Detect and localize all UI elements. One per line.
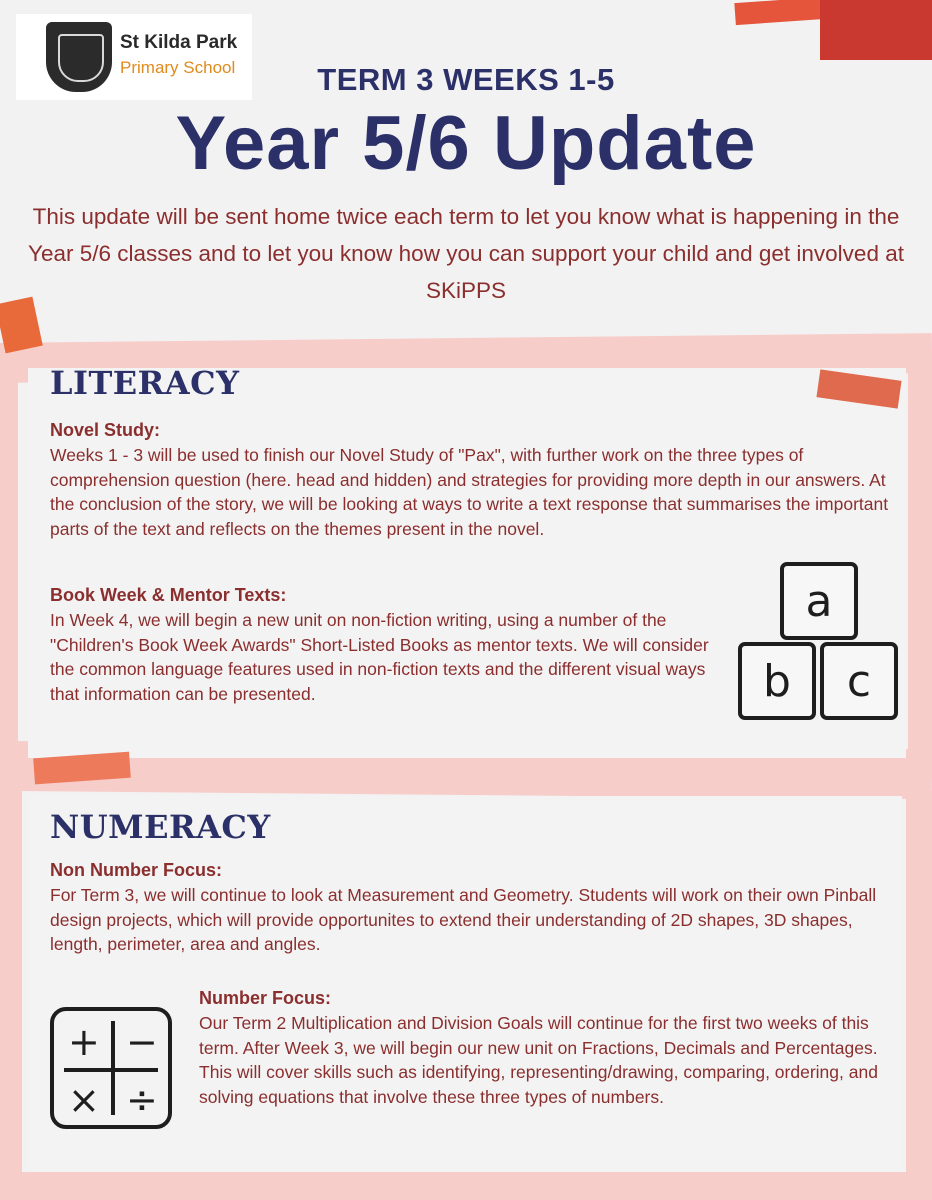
brush-band-left <box>0 360 18 780</box>
non-number-heading: Non Number Focus: <box>50 860 223 880</box>
school-subtitle: Primary School <box>120 58 236 77</box>
brush-band-bottom <box>0 1172 932 1200</box>
literacy-title: LITERACY <box>50 364 240 402</box>
brush-band-left-lower <box>0 790 22 1200</box>
multiply-icon: × <box>68 1078 100 1122</box>
letter-block-a: a <box>780 562 858 640</box>
minus-icon: − <box>126 1020 158 1064</box>
paint-accent <box>820 0 932 60</box>
term-kicker: TERM 3 WEEKS 1-5 <box>317 62 615 97</box>
non-number-text: For Term 3, we will continue to look at Measurement and Geometry. Students will work on their own Pinball design projects, which will provide opportunites to extend their understanding of 2D shapes, 3D shapes, length, perimeter, area and angles. <box>50 885 877 954</box>
divide-icon: ÷ <box>126 1078 158 1122</box>
book-week-heading: Book Week & Mentor Texts: <box>50 585 287 605</box>
brush-band-right <box>908 360 932 780</box>
letter-block-c: c <box>820 642 898 720</box>
page-title: Year 5/6 Update <box>175 101 757 186</box>
brush-band-right-lower <box>906 790 932 1200</box>
number-focus-text: Our Term 2 Multiplication and Division Goals will continue for the first two weeks of this term. After Week 3, we will begin our new unit on Fractions, Decimals and Percentages. This will cover skills such as identifying, representing/drawing, comparing, ordering, and solving equations that involve these three types of numbers. <box>199 1013 878 1107</box>
calculator-icon <box>50 1007 172 1129</box>
book-week-text: In Week 4, we will begin a new unit on non-fiction writing, using a number of the "Children's Book Week Awards" Short-Listed Books as mentor texts. We will consider the common language features used in non-fiction texts and the different visual ways that information can be presented. <box>50 610 709 704</box>
number-focus-heading: Number Focus: <box>199 988 332 1008</box>
numeracy-title: NUMERACY <box>50 808 271 846</box>
letter-block-b: b <box>738 642 816 720</box>
plus-icon: + <box>68 1020 100 1064</box>
paint-accent <box>734 0 825 25</box>
school-name: St Kilda Park <box>120 32 238 53</box>
novel-study-text: Weeks 1 - 3 will be used to finish our Novel Study of "Pax", with further work on the three types of comprehension question (here. head and hidden) and strategies for providing more depth in our answers. At the conclusion of the story, we will be looking at ways to write a text response that summarises the important parts of the text and reflects on the themes present in the novel. <box>50 445 889 539</box>
novel-study-heading: Novel Study: <box>50 420 161 440</box>
intro-text: This update will be sent home twice each term to let you know what is happening in the Year 5/6 classes and to let you know how you can support your child and get involved at SKiPPS <box>28 204 904 303</box>
